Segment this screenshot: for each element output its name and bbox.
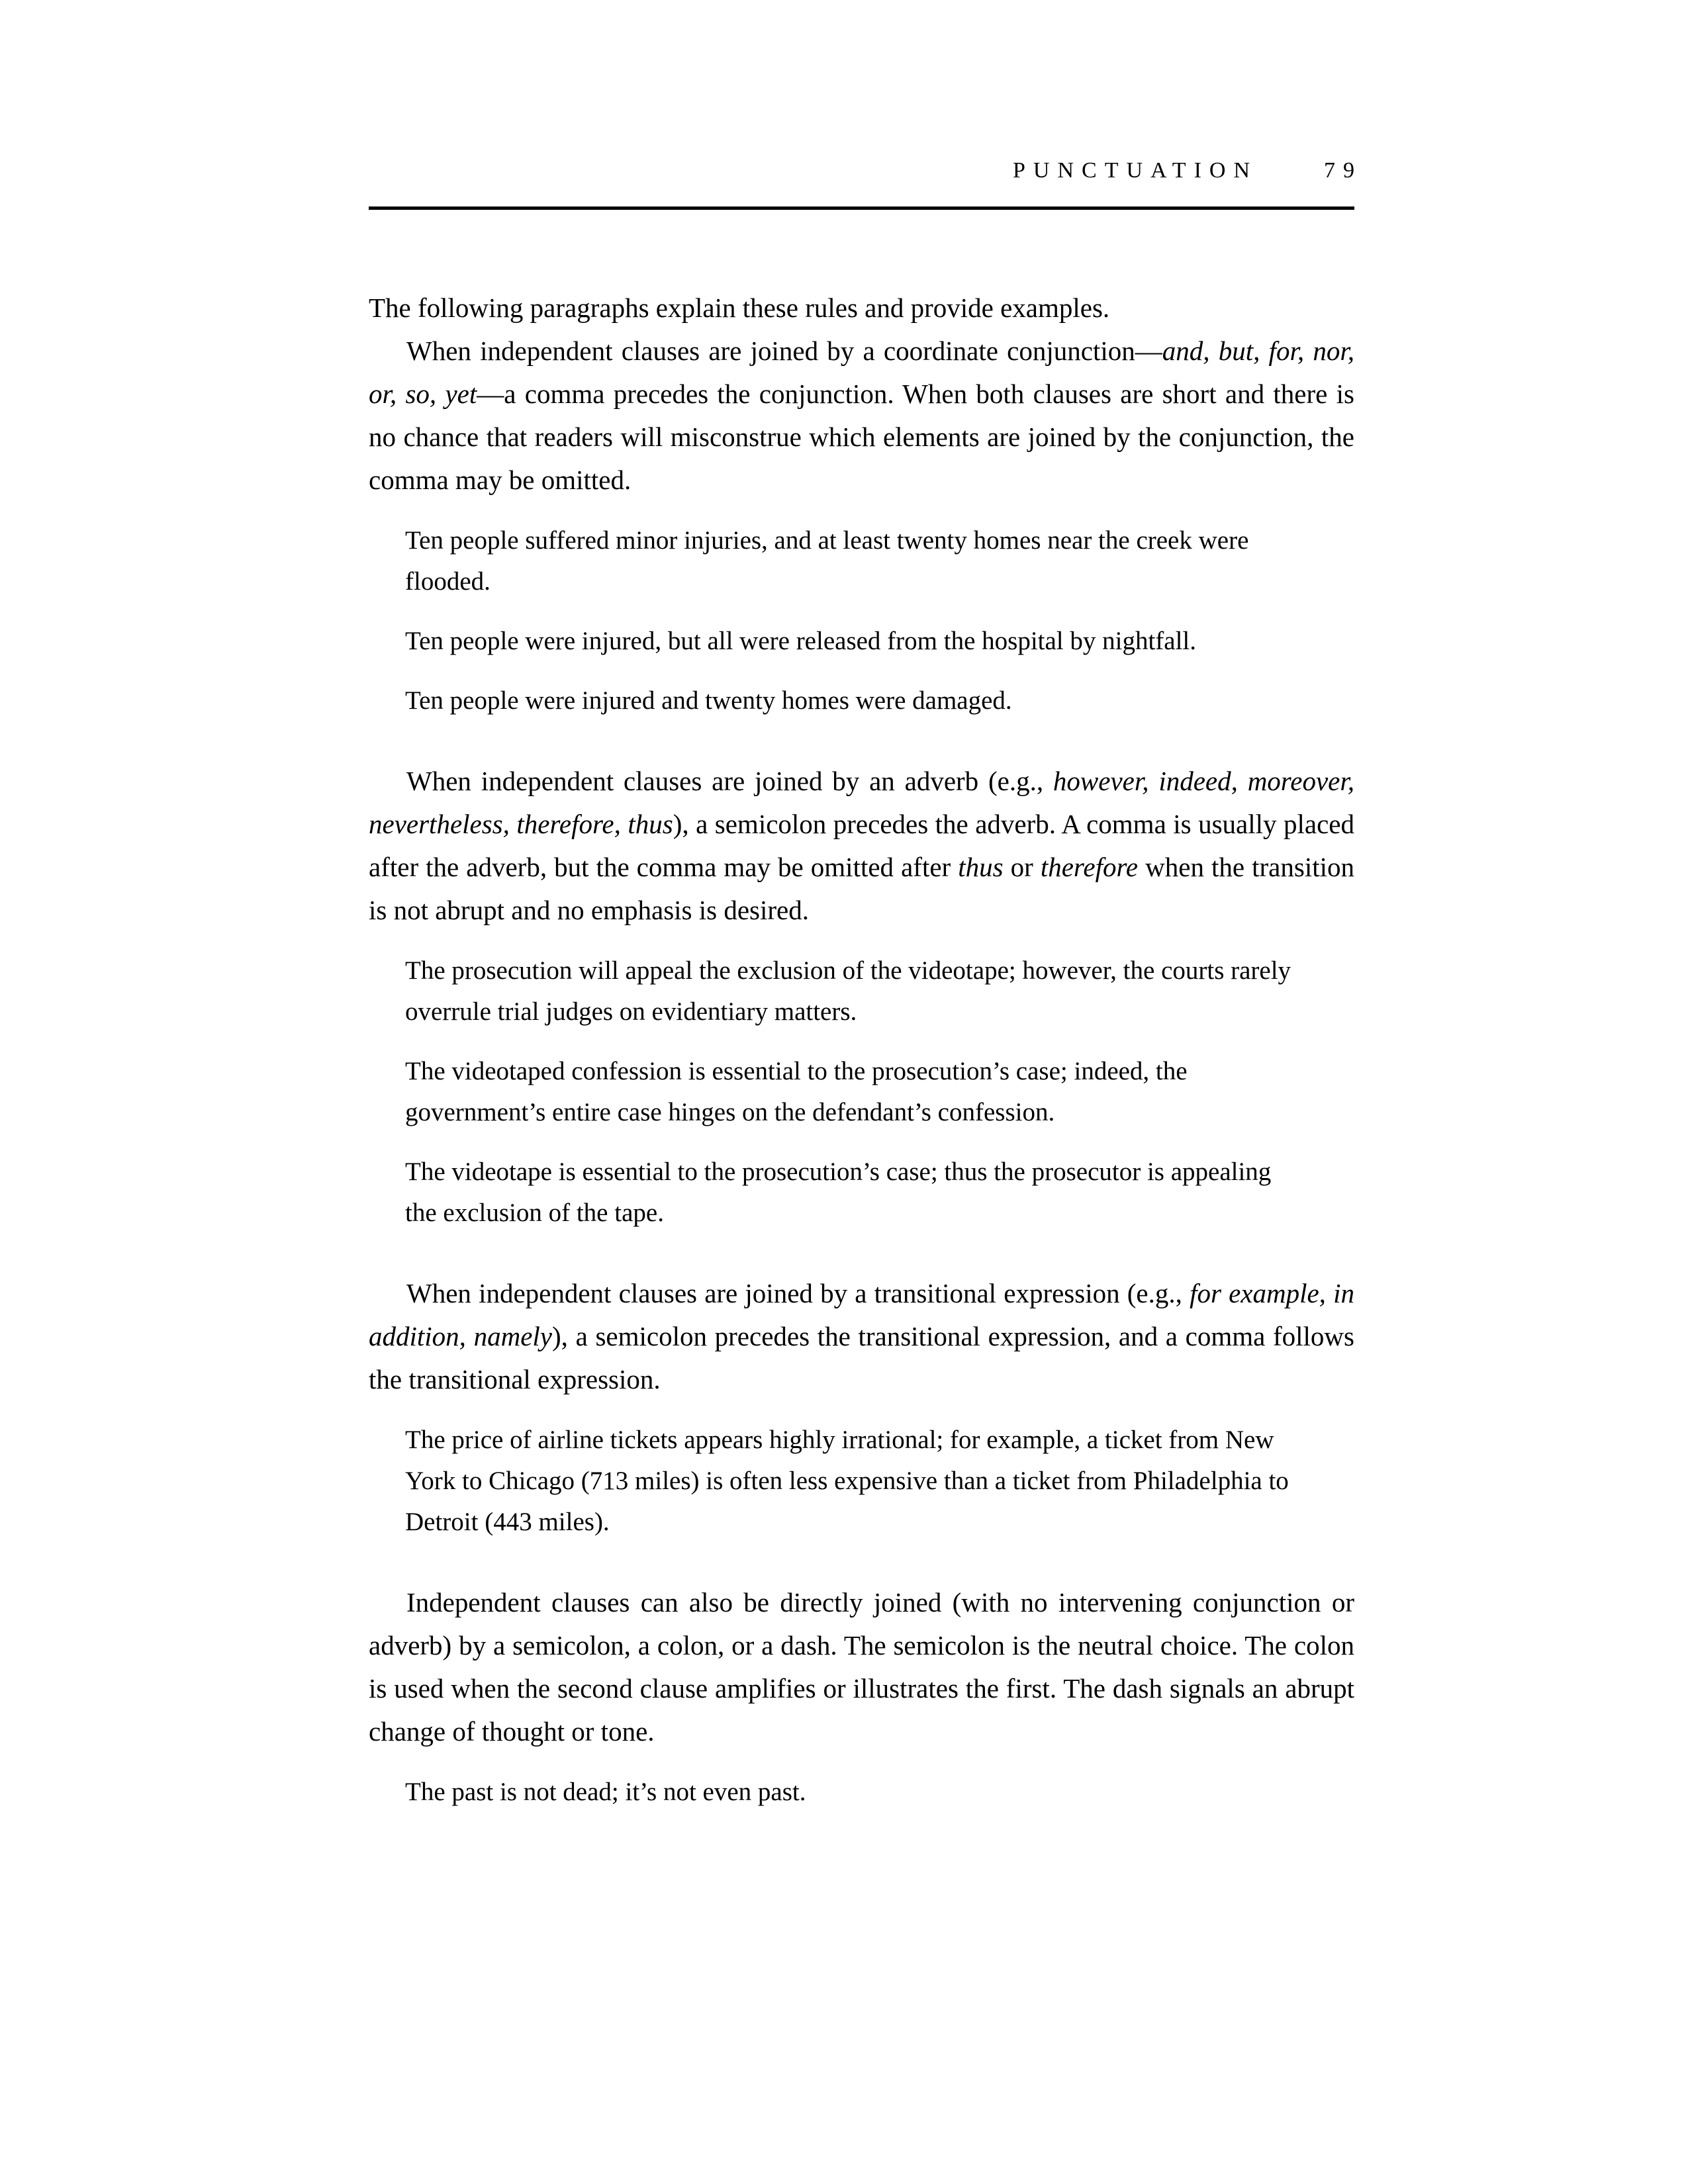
transitional-expression-paragraph: [369, 1272, 1354, 1401]
directly-joined-paragraph: [369, 1581, 1354, 1753]
example-prosecution-appeal: [405, 950, 1292, 1032]
text-run: The prosecution will appeal the exclusion of the videotape; however, the courts rarely overrule trial judges on evidentiary matters.: [405, 956, 1291, 1026]
example-released-hospital: [405, 621, 1292, 662]
italic-run: for example, in addition, namely: [369, 1278, 1354, 1351]
text-run: The past is not dead; it’s not even past.: [405, 1778, 806, 1806]
italic-run: and, but, for, nor, or, so, yet: [369, 336, 1354, 409]
example-homes-damaged: [405, 680, 1292, 721]
page-number: 79: [1324, 158, 1362, 183]
text-run: The following paragraphs explain these rules and provide examples.: [369, 293, 1110, 323]
example-videotaped-confession: [405, 1051, 1292, 1133]
example-minor-injuries: [405, 520, 1292, 602]
intro-paragraph: [369, 287, 1354, 330]
text-run: The videotaped confession is essential to the prosecution’s case; indeed, the government’s entire case hinges on the defendant’s confession.: [405, 1057, 1188, 1126]
text-run: ), a semicolon precedes the adverb. A comma is usually placed after the adverb, but the comma may be omitted after: [369, 809, 1354, 882]
text-run: or: [1003, 852, 1041, 882]
adverb-paragraph: [369, 760, 1354, 932]
text-run: ), a semicolon precedes the transitional expression, and a comma follows the transitional expression.: [369, 1321, 1354, 1394]
text-run: Ten people suffered minor injuries, and at least twenty homes near the creek were flooded.: [405, 526, 1249, 596]
text-run: —a comma precedes the conjunction. When both clauses are short and there is no chance that readers will misconstrue which elements are joined by the conjunction, the comma may be omitted.: [369, 379, 1354, 495]
running-head: [369, 158, 1362, 184]
text-run: When independent clauses are joined by a coordinate conjunction—: [406, 336, 1162, 366]
text-run: The price of airline tickets appears highly irrational; for example, a ticket from New York to Chicago (713 miles) is often less expensive than a ticket from Philadelphia to Detroit (443 miles).: [405, 1426, 1289, 1536]
text-run: When independent clauses are joined by an adverb (e.g.,: [406, 766, 1053, 796]
text-run: when the transition is not abrupt and no emphasis is desired.: [369, 852, 1354, 925]
text-run: Ten people were injured, but all were released from the hospital by nightfall.: [405, 627, 1197, 655]
page-body: [369, 287, 1354, 1813]
text-column: [369, 0, 1362, 1831]
text-run: Independent clauses can also be directly joined (with no intervening conjunction or adverb) by a semicolon, a colon, or a dash. The semicolon is the neutral choice. The colon is used when the second clause amplifies or illustrates the first. The dash signals an abrupt change of thought or tone.: [369, 1587, 1354, 1747]
italic-run: however, indeed, moreover, nevertheless, therefore, thus: [369, 766, 1354, 839]
text-run: The videotape is essential to the prosecution’s case; thus the prosecutor is appealing the exclusion of the tape.: [405, 1158, 1272, 1227]
text-run: Ten people were injured and twenty homes were damaged.: [405, 686, 1012, 715]
text-run: When independent clauses are joined by a transitional expression (e.g.,: [406, 1278, 1190, 1308]
example-past-not-dead: [405, 1772, 1292, 1813]
example-airline-tickets: [405, 1420, 1292, 1543]
italic-run: therefore: [1040, 852, 1139, 882]
coordinate-conjunction-paragraph: [369, 330, 1354, 502]
italic-run: thus: [958, 852, 1004, 882]
header-rule: [369, 206, 1354, 210]
running-head-title: PUNCTUATION: [1013, 158, 1258, 183]
example-videotape-essential: [405, 1152, 1292, 1234]
